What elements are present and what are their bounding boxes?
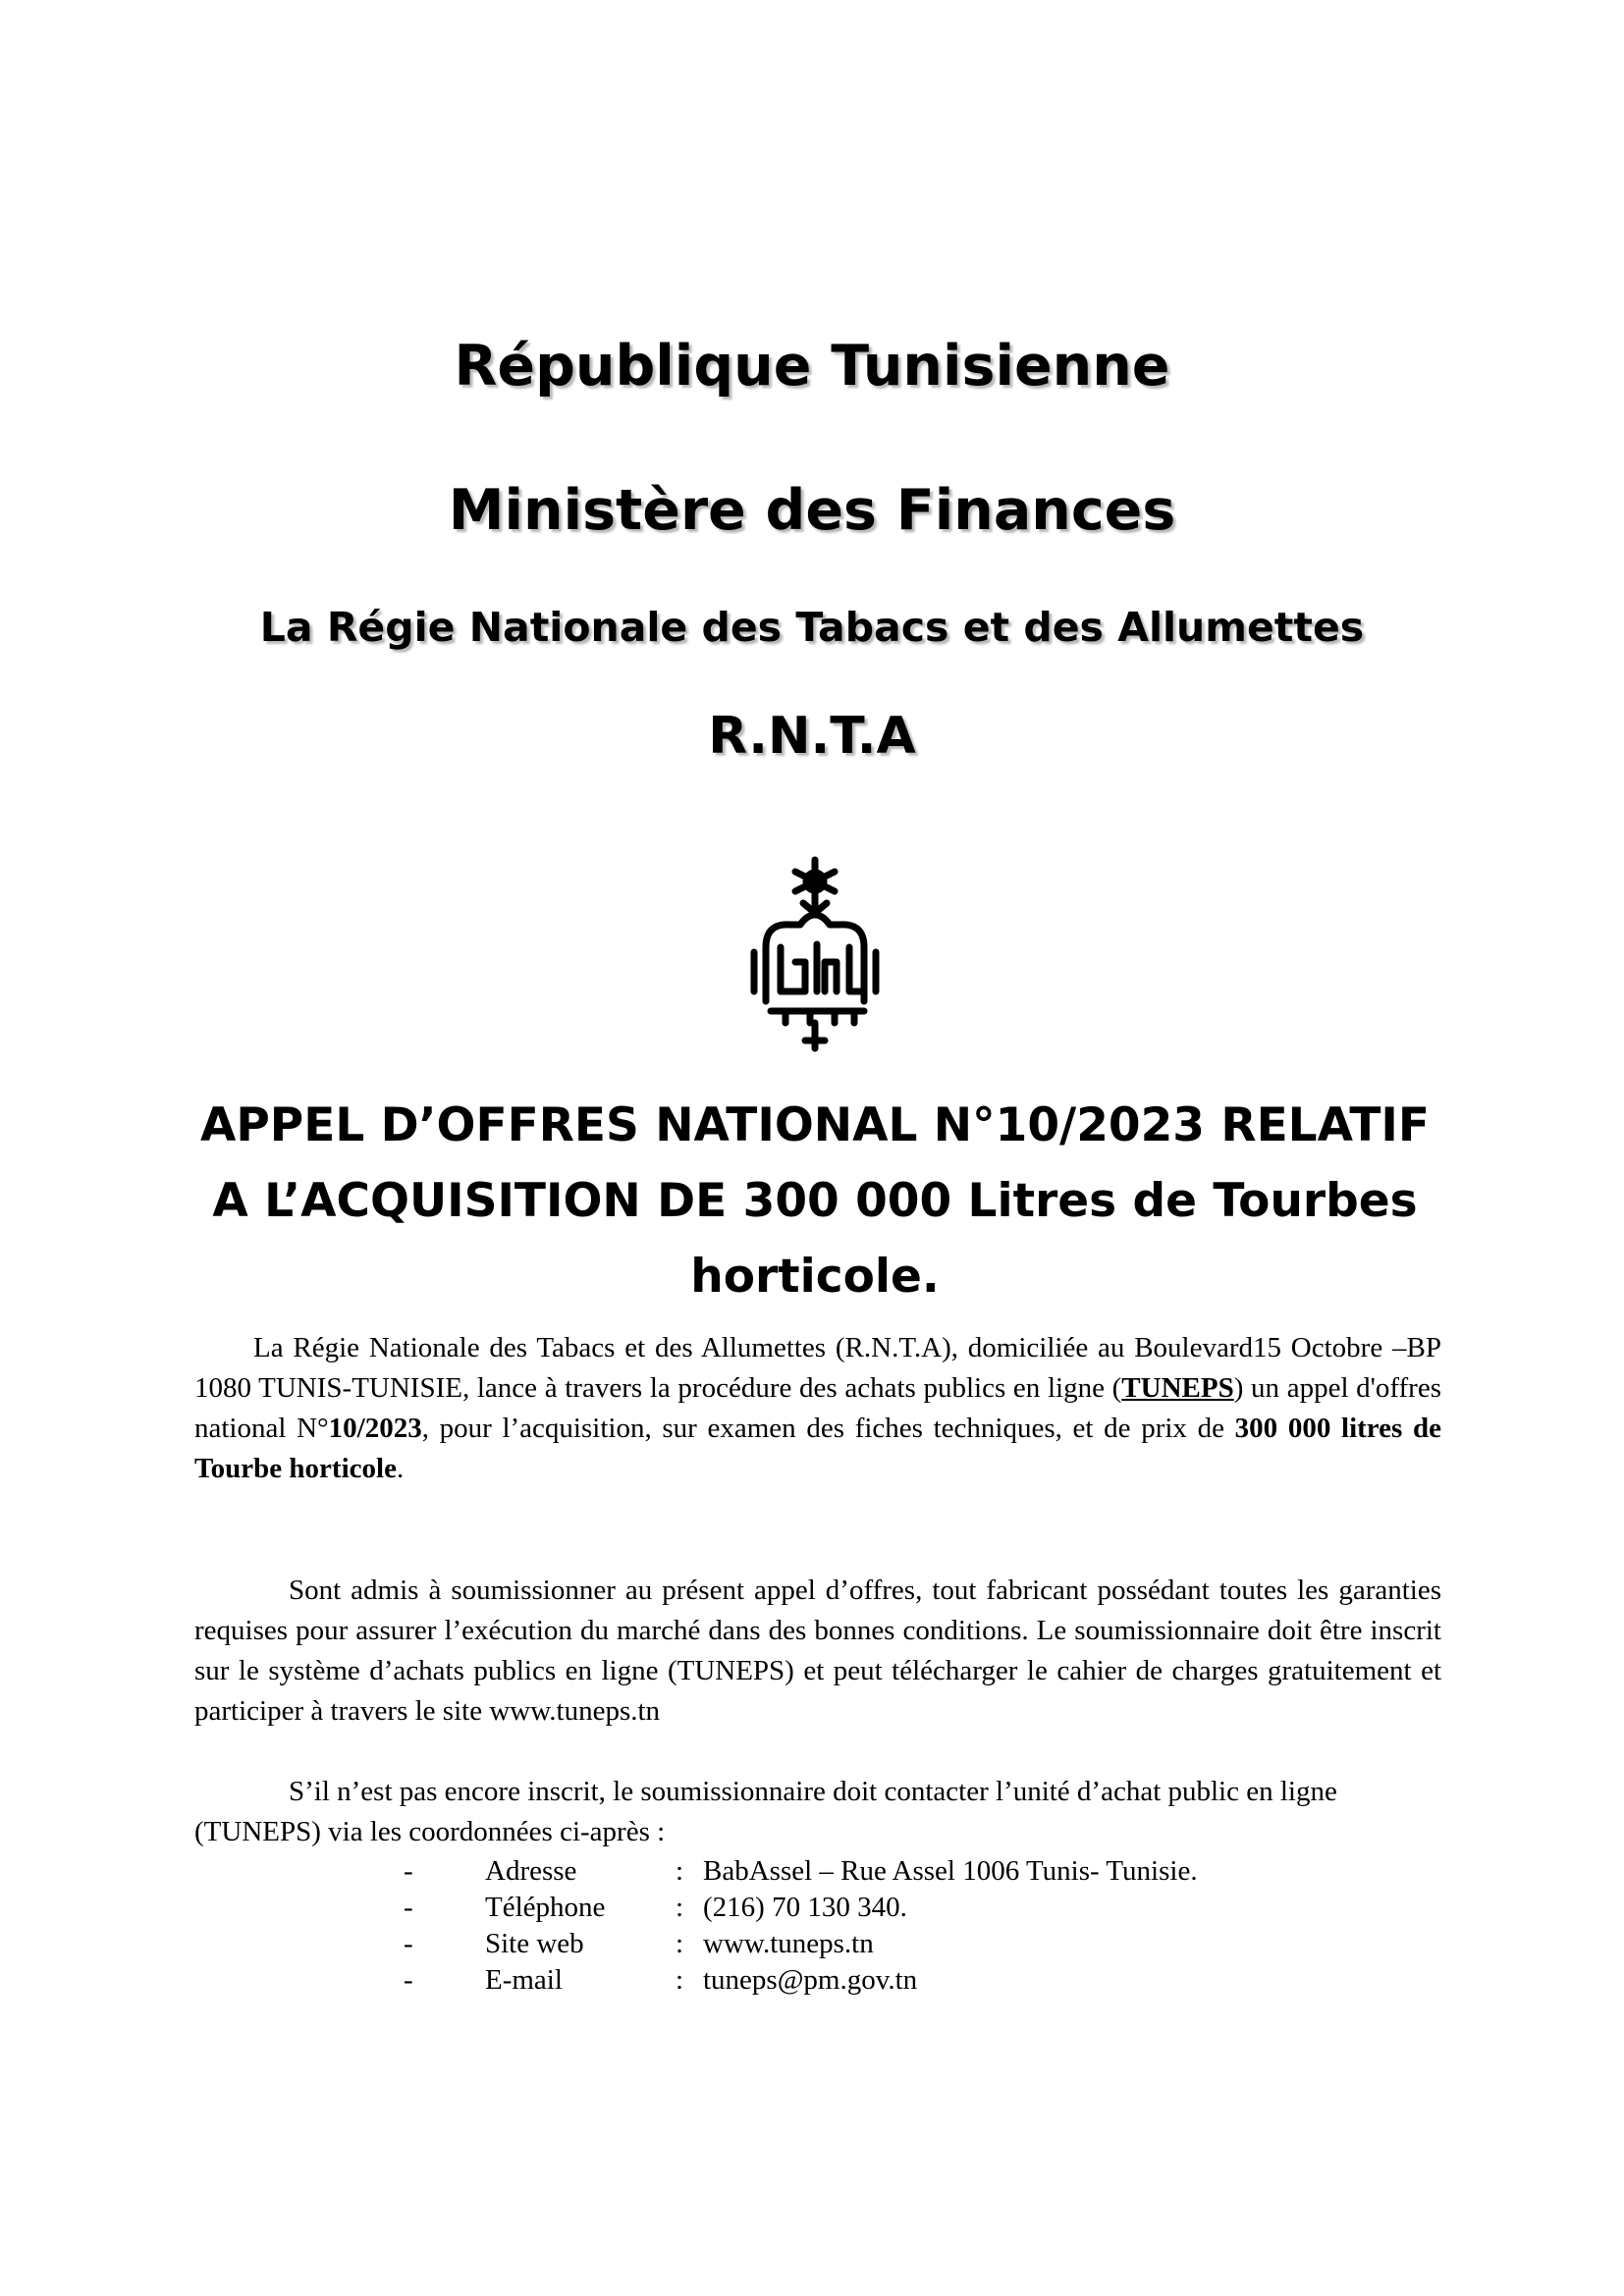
header-regie: La Régie Nationale des Tabacs et des Allumettes xyxy=(259,604,1365,651)
tuneps-label: TUNEPS xyxy=(1121,1372,1234,1404)
tender-title-line-3: horticole. xyxy=(690,1250,940,1304)
tender-title-line-2: A L’ACQUISITION DE 300 000 Litres de Tourbes xyxy=(212,1174,1418,1228)
contact-label: E-mail xyxy=(485,1964,563,1996)
contact-colon: : xyxy=(676,1855,684,1887)
contact-label: Adresse xyxy=(485,1855,577,1887)
rnta-emblem-calligraphy-icon xyxy=(727,854,903,1055)
contact-website xyxy=(194,1926,1441,1962)
contact-email xyxy=(194,1962,1441,1999)
header-acronym: R.N.T.A xyxy=(708,707,916,766)
header-ministry: Ministère des Finances xyxy=(448,478,1176,543)
list-dash: - xyxy=(404,1855,413,1887)
contact-phone xyxy=(194,1890,1441,1926)
contact-value: BabAssel – Rue Assel 1006 Tunis- Tunisie. xyxy=(703,1855,1198,1887)
contact-label: Site web xyxy=(485,1928,584,1959)
contact-value: tuneps@pm.gov.tn xyxy=(703,1964,918,1996)
paragraph-registration: S’il n’est pas encore inscrit, le soumissionnaire doit contacter l’unité d’achat public en ligne (TUNEPS) via les coordonnées ci-après : xyxy=(194,1776,1337,1847)
list-dash: - xyxy=(404,1928,413,1959)
paragraph-text: . xyxy=(396,1453,405,1484)
contact-value: www.tuneps.tn xyxy=(703,1928,874,1959)
contact-list xyxy=(194,1853,1441,1999)
tender-title xyxy=(167,1088,1463,1314)
contact-value: (216) 70 130 340. xyxy=(703,1892,907,1923)
contact-colon: : xyxy=(676,1928,684,1959)
tender-quantity: 300 000 litres de Tourbe horticole xyxy=(194,1413,1441,1484)
contact-address xyxy=(194,1853,1441,1890)
list-dash: - xyxy=(404,1964,413,1996)
contact-colon: : xyxy=(676,1964,684,1996)
paragraph-text: La Régie Nationale des Tabacs et des Allumettes (R.N.T.A), domiciliée au Boulevard15 Octobre –BP 1080 TUNIS-TUNISIE, lance à travers la procédure des achats publics en ligne ( xyxy=(194,1332,1441,1404)
list-dash: - xyxy=(404,1892,413,1923)
contact-label: Téléphone xyxy=(485,1892,606,1923)
paragraph-text: , pour l’acquisition, sur examen des fiches techniques, et de prix de xyxy=(421,1413,1235,1444)
tender-number: 10/2023 xyxy=(328,1413,422,1444)
contact-colon: : xyxy=(676,1892,684,1923)
tender-title-line-1: APPEL D’OFFRES NATIONAL N°10/2023 RELATIF xyxy=(199,1098,1431,1152)
paragraph-announcement xyxy=(194,1328,1441,1489)
paragraph-text: ) un appel d'offres national N° xyxy=(194,1372,1442,1444)
header-republic: République Tunisienne xyxy=(454,334,1170,399)
paragraph-eligibility: Sont admis à soumissionner au présent appel d’offres, tout fabricant possédant toutes les garanties requises pour assurer l’exécution du marché dans des bonnes conditions. Le soumissionnaire doit être inscrit sur le système d’achats publics en ligne (TUNEPS) et peut télécharger le cahier de charges gratuitement et participer à travers le site www.tuneps.tn xyxy=(194,1575,1441,1727)
